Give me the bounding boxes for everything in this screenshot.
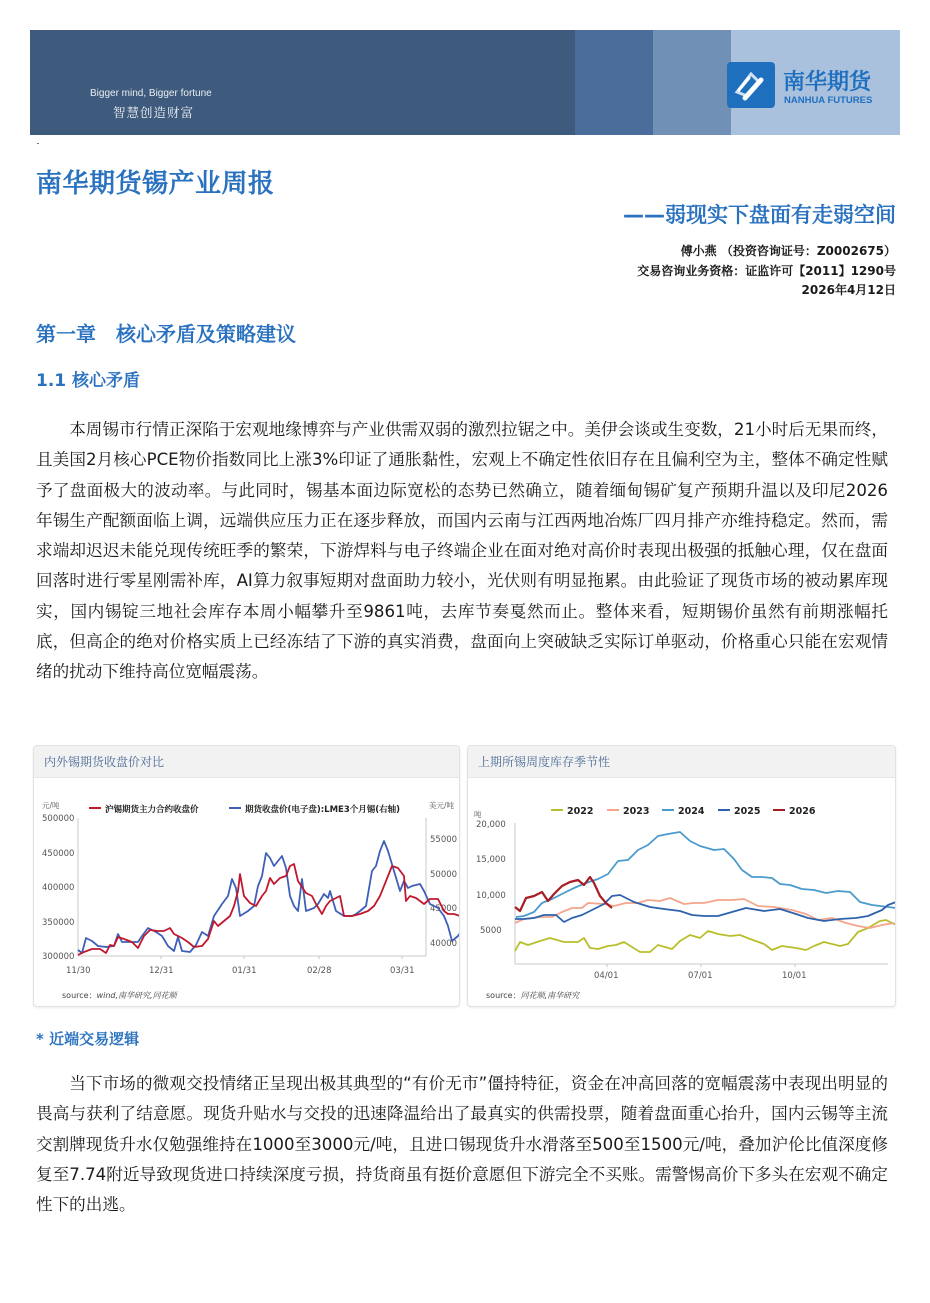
chart-title: 内外锡期货收盘价对比	[34, 746, 459, 778]
company-logo	[727, 62, 897, 112]
chart-card-inventory-seasonality	[467, 745, 896, 1007]
svg-text:20,000: 20,000	[476, 820, 506, 830]
slogan-chinese: 智慧创造财富	[113, 105, 195, 120]
svg-text:11/30: 11/30	[66, 966, 91, 976]
body-paragraph: 本周锡市行情正深陷于宏观地缘博弈与产业供需双弱的激烈拉锯之中。美伊会谈或生变数，21小时后无果而终，且美国2月核心PCE物价指数同比上涨3%印证了通胀黏性，宏观上不确定性依旧存在且偏利空为主，整体不确定性赋予了盘面极大的波动率。与此同时，锡基本面边际宽松的态势已然确立，随着缅甸锡矿复产预期升温以及印尼2026年锡生产配额面临上调，远端供应压力正在逐步释放，而国内云南与江西两地冶炼厂四月排产亦维持稳定。然而，需求端却迟迟未能兑现传统旺季的繁荣，下游焊料与电子终端企业在面对绝对高价时表现出极强的抵触心理，仅在盘面回落时进行零星刚需补库，AI算力叙事短期对盘面助力较小，光伏则有明显拖累。由此验证了现货市场的被动累库现实，国内锡锭三地社会库存本周小幅攀升至9861吨，去库节奏戛然而止。整体来看，短期锡价虽然有前期涨幅托底，但高企的绝对价格实质上已经冻结了下游的真实消费，盘面向上突破缺乏实际订单驱动，价格重心只能在宏观情绪的扰动下维持高位宽幅震荡。	[36, 420, 888, 682]
legend-2022: 2022	[567, 806, 594, 817]
chapter-heading: 第一章 核心矛盾及策略建议	[36, 322, 296, 346]
svg-text:350000: 350000	[42, 918, 75, 928]
legend-2025: 2025	[734, 806, 761, 817]
svg-text:10,000: 10,000	[476, 891, 506, 901]
svg-text:02/28: 02/28	[307, 966, 332, 976]
svg-text:55000: 55000	[430, 835, 458, 845]
svg-text:50000: 50000	[430, 870, 458, 880]
y-unit-left: 元/吨	[42, 801, 60, 810]
logo-text-cn: 南华期货	[783, 70, 872, 95]
slogan-english: Bigger mind, Bigger fortune	[90, 88, 212, 99]
svg-text:40000: 40000	[430, 939, 458, 949]
logo-text-en: NANHUA FUTURES	[784, 95, 873, 106]
svg-text:300000: 300000	[42, 952, 75, 962]
y-unit-right: 美元/吨	[429, 801, 455, 810]
svg-text:15,000: 15,000	[476, 855, 506, 865]
svg-text:500000: 500000	[42, 814, 75, 824]
report-date: 2026年4月12日	[801, 283, 896, 297]
legend-2023: 2023	[623, 806, 650, 817]
svg-text:450000: 450000	[42, 849, 75, 859]
legend-2024: 2024	[678, 806, 705, 817]
report-title: 南华期货锡产业周报	[36, 169, 275, 199]
chart-title: 上期所锡周度库存季节性	[468, 746, 895, 778]
legend-shfe: 沪锡期货主力合约收盘价	[105, 805, 199, 815]
svg-text:01/31: 01/31	[232, 966, 257, 976]
license-line: 交易咨询业务资格：证监许可【2011】1290号	[637, 264, 896, 278]
header-banner	[30, 30, 900, 135]
svg-text:400000: 400000	[42, 883, 75, 893]
subsection-heading: * 近端交易逻辑	[36, 1030, 140, 1048]
chart-source: source：wind,南华研究,同花顺	[62, 991, 177, 1000]
report-subtitle: ——弱现实下盘面有走弱空间	[623, 203, 896, 227]
svg-text:12/31: 12/31	[149, 966, 174, 976]
banner-stripe	[653, 30, 731, 135]
legend-lme: 期货收盘价(电子盘):LME3个月锡(右轴)	[245, 805, 401, 815]
svg-text:07/01: 07/01	[688, 971, 713, 981]
inventory-seasonality-chart	[468, 746, 896, 1007]
svg-text:5000: 5000	[480, 926, 502, 936]
legend-2026: 2026	[789, 806, 816, 817]
svg-text:45000: 45000	[430, 904, 458, 914]
author-line: 傅小燕 （投资咨询证号：Z0002675）	[680, 244, 896, 258]
logo-mark-icon	[727, 62, 775, 108]
svg-text:04/01: 04/01	[594, 971, 619, 981]
chart-card-price-comparison	[33, 745, 460, 1007]
decorative-dot	[37, 143, 39, 144]
svg-text:03/31: 03/31	[390, 966, 415, 976]
section-heading: 1.1 核心矛盾	[36, 371, 141, 391]
price-comparison-chart	[34, 746, 460, 1007]
svg-text:10/01: 10/01	[782, 971, 807, 981]
banner-stripe	[575, 30, 653, 135]
body-paragraph: 当下市场的微观交投情绪正呈现出极其典型的“有价无市”僵持特征，资金在冲高回落的宽幅震荡中表现出明显的畏高与获利了结意愿。现货升贴水与交投的迅速降温给出了最真实的供需投票，随着盘面重心抬升，国内云锡等主流交割牌现货升水仅勉强维持在1000至3000元/吨，且进口锡现货升水滑落至500至1500元/吨，叠加沪伦比值深度修复至7.74附近导致现货进口持续深度亏损，持货商虽有挺价意愿但下游完全不买账。需警惕高价下多头在宏观不确定性下的出逃。	[36, 1074, 888, 1215]
y-unit: 吨	[474, 810, 482, 819]
chart-source: source：同花顺,南华研究	[486, 991, 580, 1000]
